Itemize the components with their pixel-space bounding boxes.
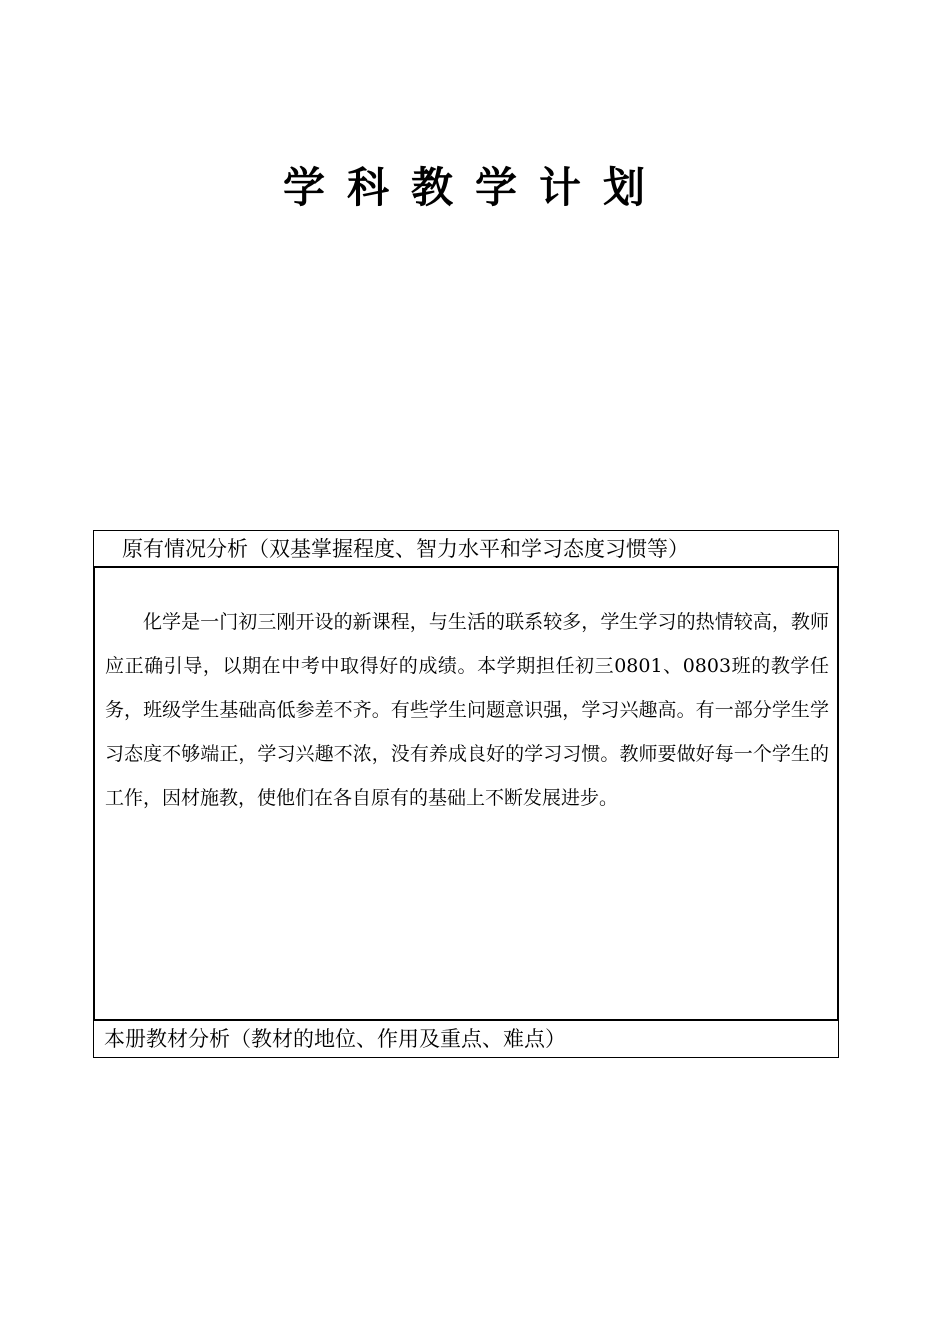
plan-table: [93, 530, 839, 1058]
textbook-analysis-heading: 本册教材分析（教材的地位、作用及重点、难点）: [93, 1021, 839, 1058]
original-analysis-heading: 原有情况分析（双基掌握程度、智力水平和学习态度习惯等）: [93, 530, 839, 567]
page-title: 学科教学计划: [282, 163, 667, 212]
original-analysis-text: 化学是一门初三刚开设的新课程，与生活的联系较多，学生学习的热情较高，教师应正确引导，以期在中考中取得好的成绩。本学期担任初三0801、0803班的教学任务，班级学生基础高低参差不齐。有些学生问题意识强，学习兴趣高。有一部分学生学习态度不够端正，学习兴趣不浓，没有养成良好的学习习惯。教师要做好每一个学生的工作，因材施教，使他们在各自原有的基础上不断发展进步。: [105, 611, 829, 809]
original-analysis-body[interactable]: [93, 567, 839, 1021]
